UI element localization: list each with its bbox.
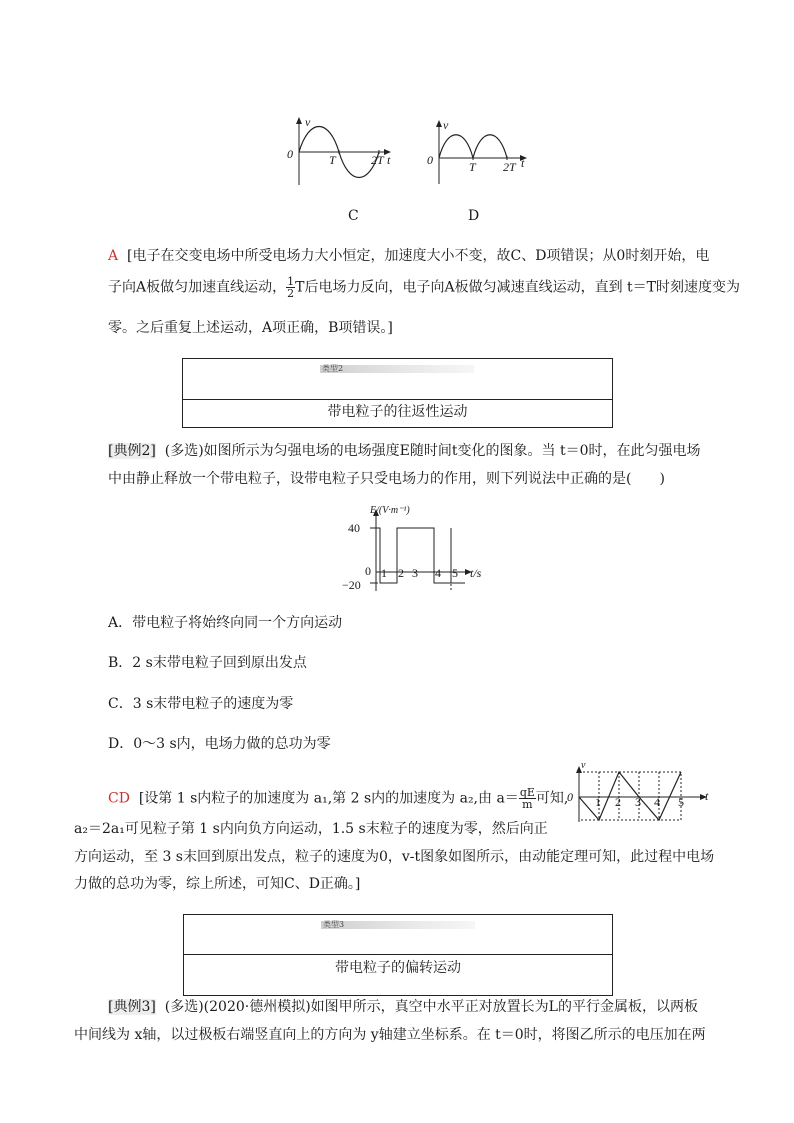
graph-d-t-label: t — [521, 156, 525, 170]
example3-label: [典例3] — [108, 999, 156, 1015]
e-t-tick-40: 40 — [348, 521, 360, 535]
answer2-line2: a₂＝2a₁可见粒子第 1 s内向负方向运动，1.5 s末粒子的速度为零，然后向正 — [74, 821, 548, 837]
answer1-line3: 零。之后重复上述运动，A项正确，B项错误。] — [108, 320, 393, 336]
v-t-v-label: v — [581, 760, 586, 771]
graph-c-t1: T — [329, 153, 336, 167]
v-t-t-label: t — [705, 789, 709, 803]
section2-divider — [183, 399, 612, 400]
answer1-fraction: $\frac{1}{2}$ — [287, 275, 295, 300]
e-t-xtick-5: 5 — [452, 566, 458, 580]
graph-c-caption: C — [348, 208, 359, 224]
answer2-line3: 方向运动，至 3 s末回到原出发点，粒子的速度为0，v-t图象如图所示，由动能定理可知，此过程中电场 — [74, 849, 715, 865]
v-t-xtick-3: 3 — [635, 795, 641, 809]
option-d: D．0～3 s内，电场力做的总功为零 — [108, 736, 331, 752]
answer1-line2: 子向A板做匀加速直线运动， $\frac{1}{2}$ T后电场力反向，电子向A板做匀减速直线运动，直到 t＝T时刻速度变为 — [108, 275, 740, 300]
section3-title: 带电粒子的偏转运动 — [335, 960, 461, 976]
e-t-xtick-3: 3 — [412, 566, 418, 580]
example2-line2: 中由静止释放一个带电粒子，设带电粒子只受电场力的作用，则下列说法中正确的是( ) — [108, 471, 665, 487]
section2-tag: 类型2 — [320, 365, 474, 373]
graph-c — [285, 115, 395, 195]
e-t-chart — [330, 505, 490, 595]
graph-d-caption: D — [468, 208, 480, 224]
graph-d-t1: T — [469, 160, 476, 174]
option-b: B．2 s末带电粒子回到原出发点 — [108, 655, 307, 671]
section3-box — [183, 914, 613, 996]
graph-d-t2: 2T — [503, 160, 516, 174]
section3-tag: 类型3 — [321, 921, 475, 929]
section2-title: 带电粒子的往返性运动 — [327, 404, 468, 420]
section2-box — [182, 358, 613, 428]
e-t-xtick-4: 4 — [435, 566, 441, 580]
graph-c-t-label: t — [387, 153, 391, 167]
answer2-line1: CD [设第 1 s内粒子的加速度为 a₁,第 2 s内的加速度为 a₂,由 a＝ $\frac{qE}{m}$ 可知, — [108, 786, 569, 811]
graph-d — [425, 118, 535, 188]
option-c: C．3 s末带电粒子的速度为零 — [108, 696, 294, 712]
graph-d-svg — [425, 118, 535, 188]
e-t-tick-neg20: −20 — [342, 578, 361, 592]
graph-d-v-label: v — [443, 118, 449, 132]
v-t-chart — [565, 760, 715, 826]
v-t-xtick-5: 5 — [678, 795, 684, 809]
e-t-x-label: t/s — [470, 566, 482, 580]
v-t-origin: 0 — [567, 790, 573, 804]
example3-line2: 中间线为 x轴，以过极板右端竖直向上的方向为 y轴建立坐标系。在 t＝0时，将图乙所示的电压加在两 — [74, 1027, 706, 1043]
graph-c-origin: 0 — [287, 147, 293, 161]
graph-d-curve — [439, 135, 507, 158]
example2-label: [典例2] — [108, 443, 156, 459]
example2-line1: [典例2] (多选)如图所示为匀强电场的电场强度E随时间t变化的图象。当 t＝0时，在此匀强电场 — [108, 443, 701, 459]
answer1-line1: A [电子在交变电场中所受电场力大小恒定，加速度大小不变，故C、D项错误；从0时刻开始，电 — [108, 248, 710, 264]
option-a: A．带电粒子将始终向同一个方向运动 — [108, 615, 343, 631]
e-t-xtick-1: 1 — [381, 566, 387, 580]
answer1-letter: A — [108, 248, 119, 264]
v-t-xtick-1: 1 — [595, 795, 601, 809]
e-t-y-label: E/(V·m⁻¹) — [370, 505, 410, 516]
graph-c-t2: 2T — [371, 153, 384, 167]
example3-line1: [典例3] (多选)(2020·德州模拟)如图甲所示，真空中水平正对放置长为L的平行金属板，以两板 — [108, 999, 698, 1015]
answer2-line4: 力做的总功为零，综上所述，可知C、D正确。] — [74, 876, 361, 892]
e-t-xtick-2: 2 — [398, 566, 404, 580]
v-t-xtick-4: 4 — [654, 795, 660, 809]
graph-c-v-label: v — [305, 115, 311, 129]
v-t-xtick-2: 2 — [615, 795, 621, 809]
e-t-tick-0: 0 — [365, 564, 371, 578]
graph-d-origin: 0 — [427, 153, 433, 167]
answer2-fraction: $\frac{qE}{m}$ — [519, 786, 535, 811]
section3-divider — [184, 954, 612, 955]
answer2-letter: CD — [108, 790, 130, 807]
